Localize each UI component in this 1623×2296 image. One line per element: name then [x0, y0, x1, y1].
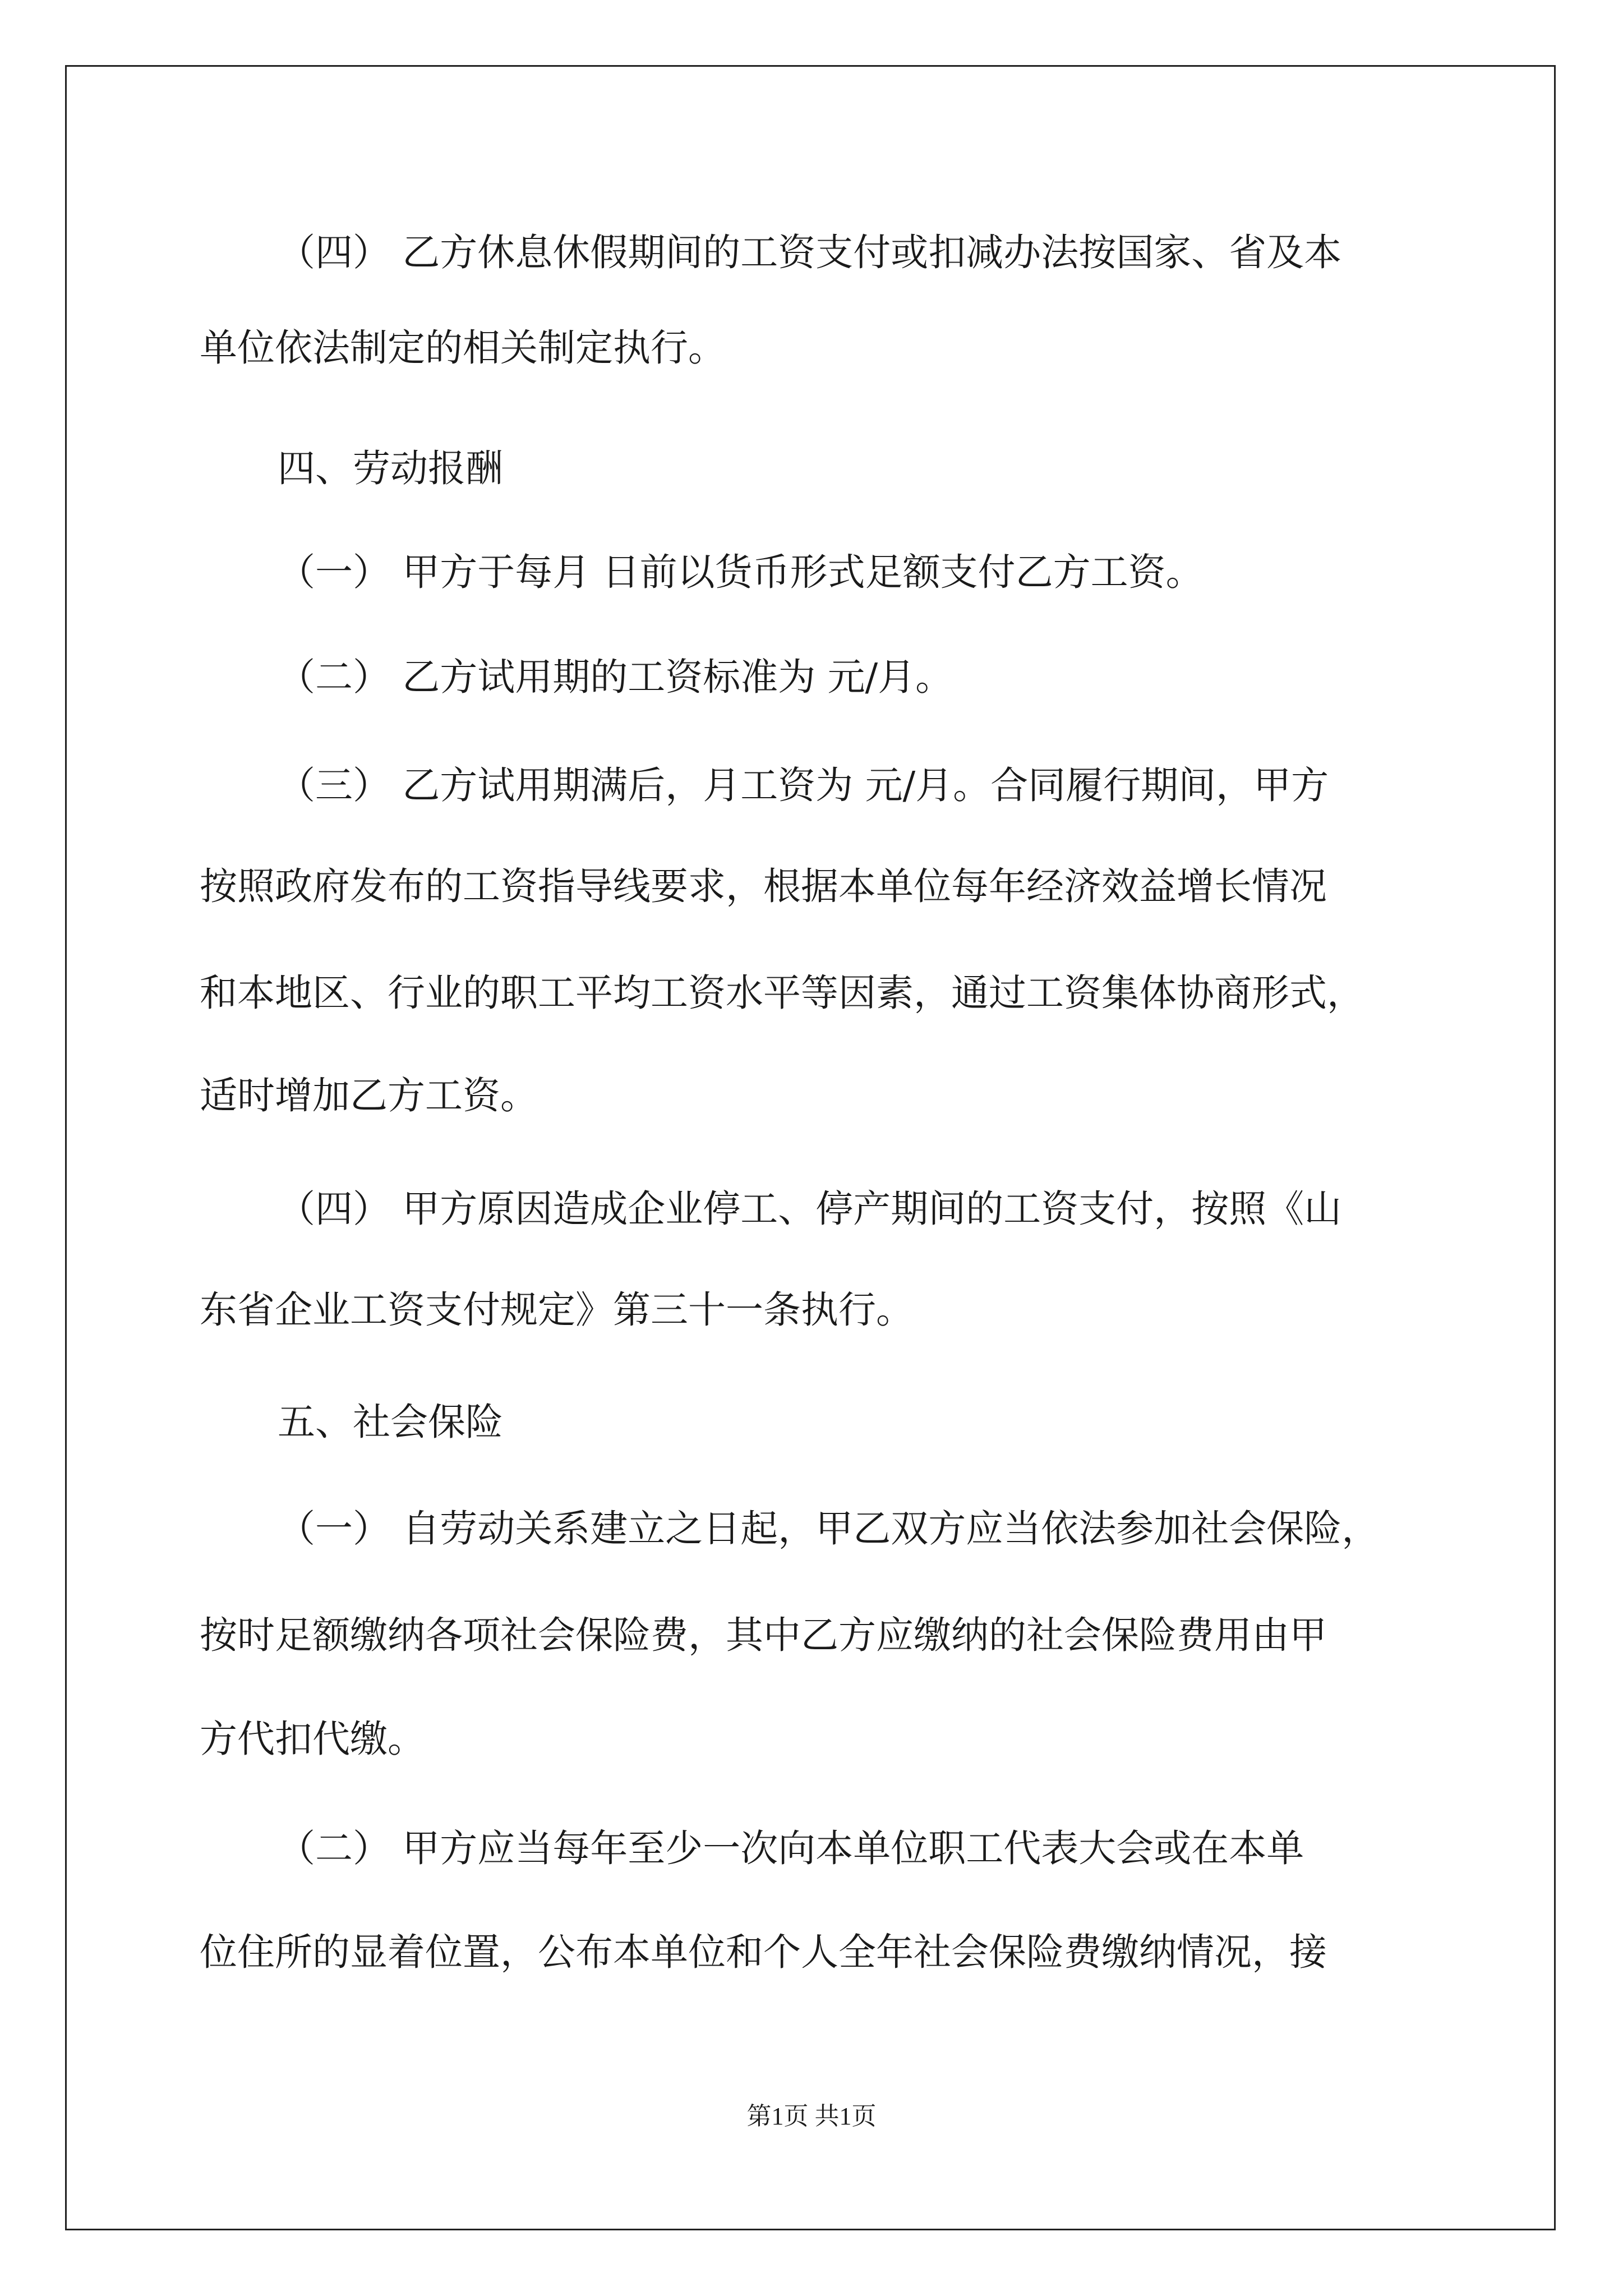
section-heading: 四、劳动报酬: [278, 447, 503, 490]
paragraph-line: 按时足额缴纳各项社会保险费，其中乙方应缴纳的社会保险费用由甲: [200, 1613, 1327, 1657]
paragraph-line: （二） 甲方应当每年至少一次向本单位职工代表大会或在本单: [278, 1826, 1304, 1870]
paragraph-line: （四） 乙方休息休假期间的工资支付或扣减办法按国家、省及本: [278, 231, 1342, 274]
paragraph-line: 按照政府发布的工资指导线要求，根据本单位每年经济效益增长情况: [200, 864, 1327, 908]
section-heading: 五、社会保险: [278, 1400, 503, 1444]
paragraph-line: 适时增加乙方工资。: [200, 1074, 538, 1117]
paragraph-line: （一） 自劳动关系建立之日起，甲乙双方应当依法参加社会保险，: [278, 1507, 1380, 1550]
paragraph-line: 和本地区、行业的职工平均工资水平等因素，通过工资集体协商形式，: [200, 971, 1364, 1015]
page-number: 第1页 共1页: [746, 2102, 877, 2130]
paragraph-line: 位住所的显着位置，公布本单位和个人全年社会保险费缴纳情况，接: [200, 1930, 1327, 1974]
paragraph-line: 单位依法制定的相关制定执行。: [200, 326, 726, 370]
paragraph-line: （一） 甲方于每月 日前以货币形式足额支付乙方工资。: [278, 550, 1204, 594]
paragraph-line: 方代扣代缴。: [200, 1717, 425, 1761]
paragraph-line: （三） 乙方试用期满后，月工资为 元/月。合同履行期间，甲方: [278, 763, 1329, 807]
paragraph-line: 东省企业工资支付规定》第三十一条执行。: [200, 1288, 914, 1332]
paragraph-line: （二） 乙方试用期的工资标准为 元/月。: [278, 655, 953, 699]
page-border: [65, 65, 1556, 2230]
paragraph-line: （四） 甲方原因造成企业停工、停产期间的工资支付，按照《山: [278, 1187, 1342, 1231]
